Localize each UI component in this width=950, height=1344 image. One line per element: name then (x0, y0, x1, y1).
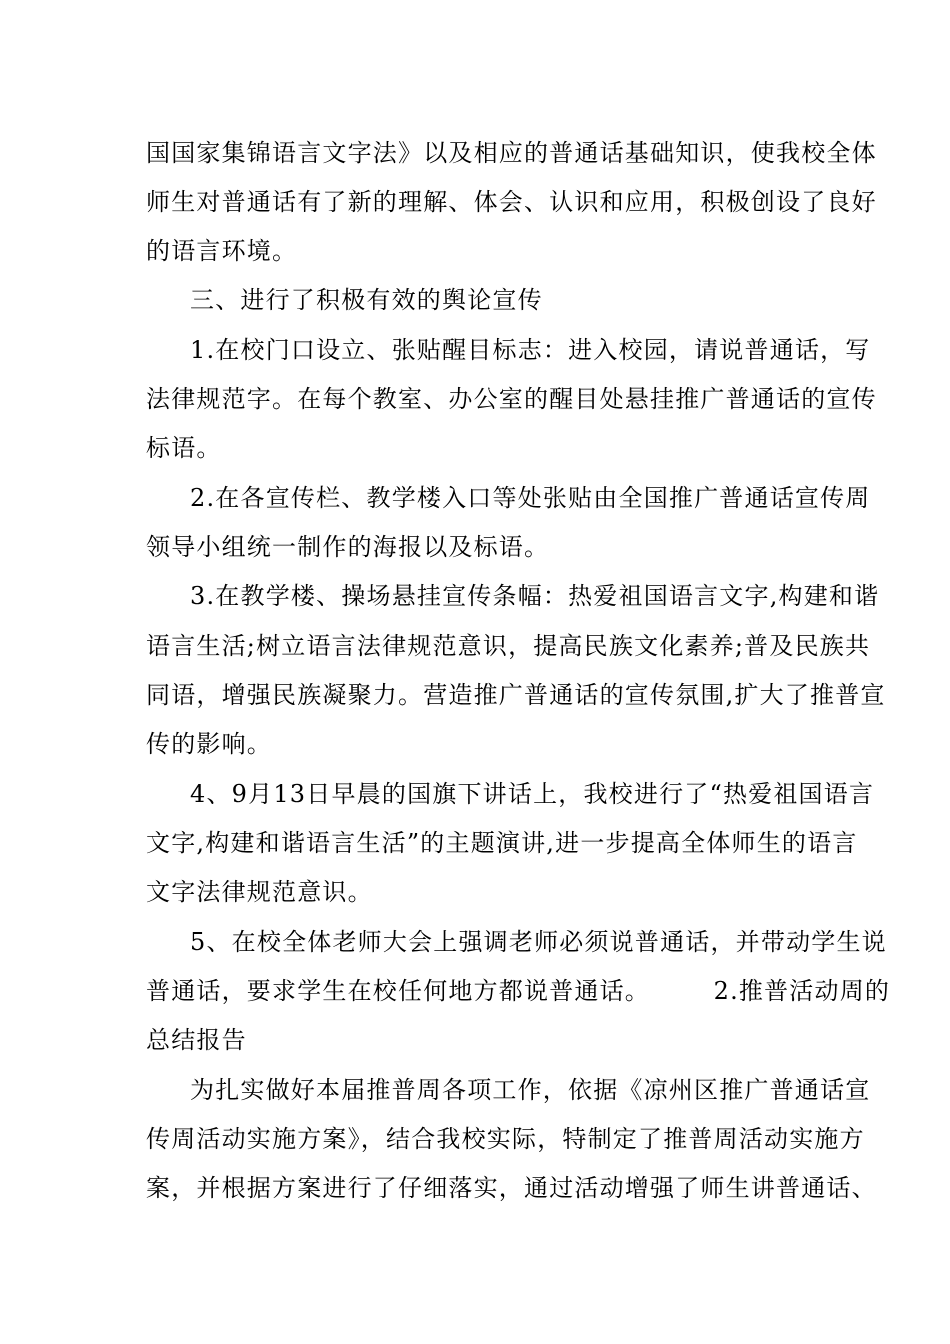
text-line: 法律规范字。在每个教室、办公室的醒目处悬挂推广普通话的宣传 (146, 385, 877, 413)
text-line: 文字法律规范意识。 (146, 878, 373, 906)
text-line: 语言生活;树立语言法律规范意识，提高民族文化素养;普及民族共 (146, 632, 871, 660)
text-line: 3.在教学楼、操场悬挂宣传条幅：热爱祖国语言文字,构建和谐 (190, 582, 880, 610)
text-line: 同语，增强民族凝聚力。营造推广普通话的宣传氛围,扩大了推普宣 (146, 681, 886, 709)
text-line: 5、在校全体老师大会上强调老师必须说普通话，并带动学生说 (190, 928, 887, 956)
text-line: 标语。 (146, 434, 222, 462)
text-line: 传的影响。 (146, 730, 272, 758)
text-line: 案，并根据方案进行了仔细落实，通过活动增强了师生讲普通话、 (146, 1174, 877, 1202)
text-line: 2.在各宣传栏、教学楼入口等处张贴由全国推广普通话宣传周 (190, 484, 871, 512)
text-line: 的语言环境。 (146, 237, 298, 265)
text-line: 为扎实做好本届推普周各项工作，依据《凉州区推广普通话宣 (190, 1076, 871, 1104)
text-line: 4、9月13日早晨的国旗下讲话上，我校进行了“热爱祖国语言 (190, 780, 875, 808)
text-line: 国国家集锦语言文字法》以及相应的普通话基础知识，使我校全体 (146, 139, 877, 167)
text-line: 普通话，要求学生在校任何地方都说普通话。 2.推普活动周的 (146, 977, 891, 1005)
section-heading: 三、进行了积极有效的舆论宣传 (190, 286, 543, 314)
text-line: 1.在校门口设立、张贴醒目标志：进入校园，请说普通话，写 (190, 336, 871, 364)
text-line: 传周活动实施方案》，结合我校实际，特制定了推普周活动实施方 (146, 1125, 865, 1153)
text-line: 文字,构建和谐语言生活”的主题演讲,进一步提高全体师生的语言 (146, 829, 858, 857)
text-line: 总结报告 (146, 1026, 247, 1054)
text-line: 领导小组统一制作的海报以及标语。 (146, 533, 550, 561)
text-line: 师生对普通话有了新的理解、体会、认识和应用，积极创设了良好 (146, 188, 877, 216)
